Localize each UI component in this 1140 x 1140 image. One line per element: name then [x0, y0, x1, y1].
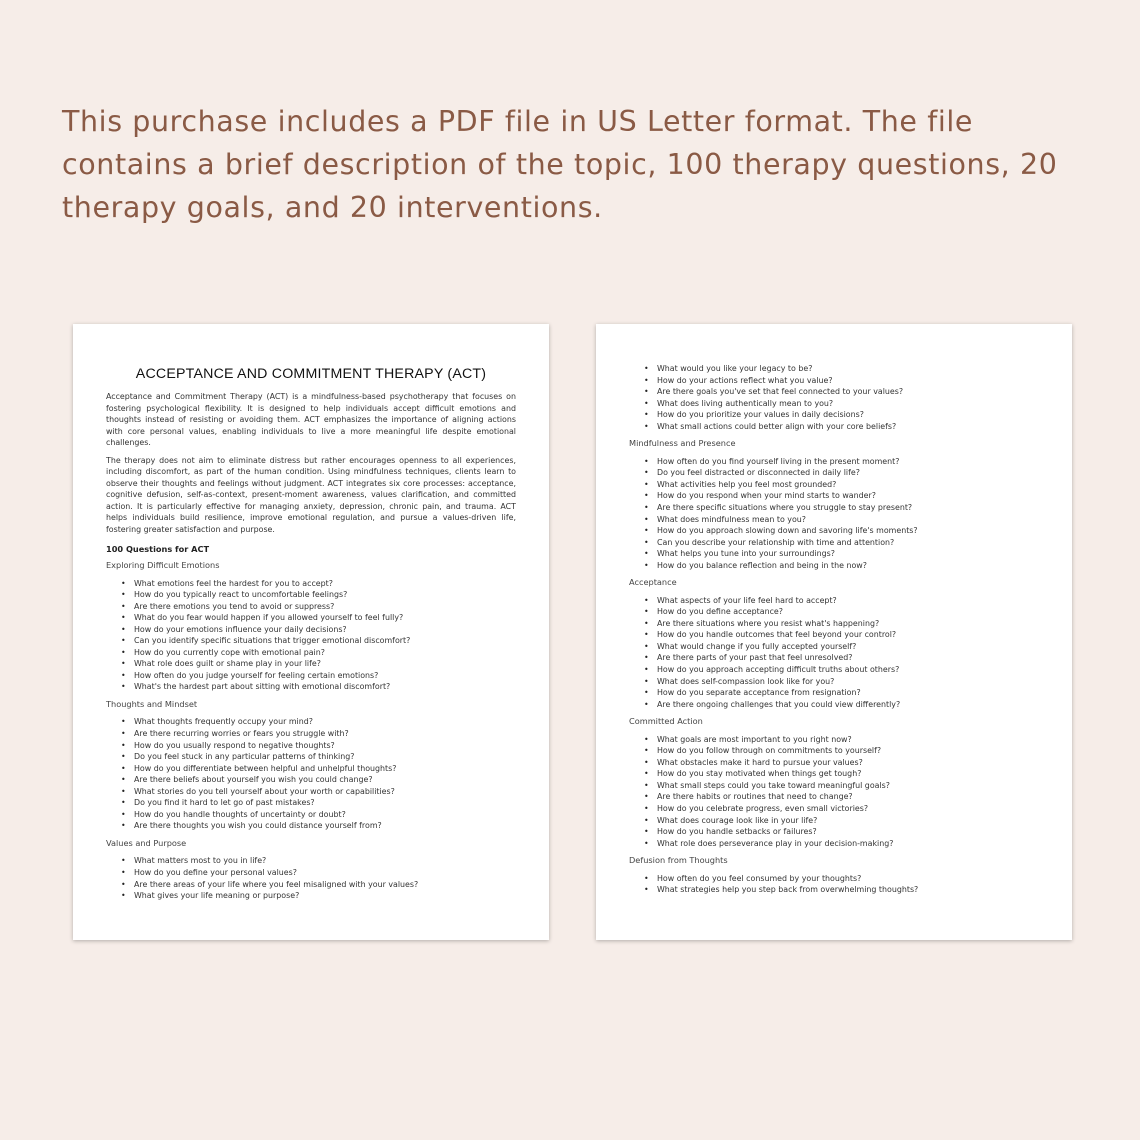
question-item: • What matters most to you in life? — [134, 855, 516, 867]
question-list-continued — [629, 363, 1039, 432]
question-item: • How do you follow through on commitments to yourself? — [657, 745, 1039, 757]
question-item: • What small actions could better align with your core beliefs? — [657, 421, 1039, 433]
question-item: • What thoughts frequently occupy your mind? — [134, 716, 516, 728]
question-item: • How often do you feel consumed by your thoughts? — [657, 873, 1039, 885]
question-list — [629, 595, 1039, 710]
question-item: • How do you balance reflection and being in the now? — [657, 560, 1039, 572]
question-list — [106, 855, 516, 901]
question-item: • Are there areas of your life where you feel misaligned with your values? — [134, 879, 516, 891]
question-item: • What obstacles make it hard to pursue your values? — [657, 757, 1039, 769]
question-item: • How do you define your personal values? — [134, 867, 516, 879]
question-item: • Are there goals you've set that feel connected to your values? — [657, 386, 1039, 398]
question-item: • What does self-compassion look like for you? — [657, 676, 1039, 688]
question-item: • Are there situations where you resist what's happening? — [657, 618, 1039, 630]
question-item: • Can you identify specific situations that trigger emotional discomfort? — [134, 635, 516, 647]
question-item: • What would you like your legacy to be? — [657, 363, 1039, 375]
question-item: • Do you feel stuck in any particular patterns of thinking? — [134, 751, 516, 763]
question-item: • How often do you judge yourself for feeling certain emotions? — [134, 670, 516, 682]
question-item: • How do you handle thoughts of uncertainty or doubt? — [134, 809, 516, 821]
question-item: • What does courage look like in your life? — [657, 815, 1039, 827]
pdf-page-2 — [596, 324, 1072, 940]
question-item: • What aspects of your life feel hard to accept? — [657, 595, 1039, 607]
question-item: • How do your emotions influence your daily decisions? — [134, 624, 516, 636]
question-item: • Can you describe your relationship with time and attention? — [657, 537, 1039, 549]
question-item: • What role does perseverance play in your decision-making? — [657, 838, 1039, 850]
question-item: • Are there parts of your past that feel unresolved? — [657, 652, 1039, 664]
question-item: • What helps you tune into your surroundings? — [657, 548, 1039, 560]
question-item: • What does living authentically mean to you? — [657, 398, 1039, 410]
question-item: • How do you usually respond to negative thoughts? — [134, 740, 516, 752]
section-title: Acceptance — [629, 577, 677, 588]
question-list — [629, 734, 1039, 849]
question-item: • How do you approach slowing down and savoring life's moments? — [657, 525, 1039, 537]
section-title: Thoughts and Mindset — [106, 698, 198, 709]
question-item: • How do you currently cope with emotional pain? — [134, 647, 516, 659]
intro-paragraph: Acceptance and Commitment Therapy (ACT) is a mindfulness-based psychotherapy that focuses on fostering psychological flexibility. It is designed to help individuals accept difficult emotions and thoughts instead of resisting or avoiding them. ACT emphasizes the importance of aligning actions with core personal values, enabling individuals to live a more meaningful life despite emotional challenges. — [106, 392, 516, 447]
questions-heading: 100 Questions for ACT — [106, 544, 210, 554]
question-list — [106, 716, 516, 831]
headline: This purchase includes a PDF file in US Letter format. The file contains a brief description of the topic, 100 therapy questions, 20 therapy goals, and 20 interventions. — [62, 105, 1058, 224]
question-item: • What goals are most important to you right now? — [657, 734, 1039, 746]
question-item: • How do you typically react to uncomfortable feelings? — [134, 589, 516, 601]
question-item: • What small steps could you take toward meaningful goals? — [657, 780, 1039, 792]
section-title: Values and Purpose — [106, 837, 187, 848]
question-item: • What emotions feel the hardest for you to accept? — [134, 578, 516, 590]
question-item: • How do you stay motivated when things get tough? — [657, 768, 1039, 780]
question-item: • How do you prioritize your values in daily decisions? — [657, 409, 1039, 421]
question-item: • What stories do you tell yourself about your worth or capabilities? — [134, 786, 516, 798]
question-item: • How do you approach accepting difficult truths about others? — [657, 664, 1039, 676]
question-item: • Are there ongoing challenges that you could view differently? — [657, 699, 1039, 711]
section-title: Defusion from Thoughts — [629, 855, 728, 866]
question-item: • How often do you find yourself living in the present moment? — [657, 456, 1039, 468]
question-item: • What's the hardest part about sitting with emotional discomfort? — [134, 681, 516, 693]
question-item: • How do you handle outcomes that feel beyond your control? — [657, 629, 1039, 641]
question-item: • Are there beliefs about yourself you wish you could change? — [134, 774, 516, 786]
section-title: Committed Action — [629, 716, 703, 727]
question-item: • What strategies help you step back from overwhelming thoughts? — [657, 884, 1039, 896]
question-list — [629, 873, 1039, 896]
question-item: • How do you respond when your mind starts to wander? — [657, 490, 1039, 502]
pdf-page-1 — [73, 324, 549, 940]
question-item: • What role does guilt or shame play in your life? — [134, 658, 516, 670]
question-item: • How do you celebrate progress, even small victories? — [657, 803, 1039, 815]
intro-paragraph: The therapy does not aim to eliminate distress but rather encourages openness to all experiences, including discomfort, as part of the human condition. Using mindfulness techniques, clients learn to observe their thoughts and feelings without judgment. ACT integrates six core processes: acceptance, cognitive defusion, self-as-context, present-moment awareness, values clarification, and committed action. It is particularly effective for managing anxiety, depression, chronic pain, and trauma. ACT helps individuals build resilience, improve emotional regulation, and pursue a values-driven life, fostering greater satisfaction and purpose. — [106, 455, 516, 534]
section-title: Exploring Difficult Emotions — [106, 560, 220, 570]
question-item: • How do your actions reflect what you value? — [657, 375, 1039, 387]
document-title: ACCEPTANCE AND COMMITMENT THERAPY (ACT) — [135, 366, 487, 382]
question-item: • What activities help you feel most grounded? — [657, 479, 1039, 491]
section-title: Mindfulness and Presence — [629, 438, 736, 449]
question-item: • How do you differentiate between helpful and unhelpful thoughts? — [134, 763, 516, 775]
question-item: • Do you feel distracted or disconnected in daily life? — [657, 467, 1039, 479]
question-list — [629, 456, 1039, 571]
question-item: • Are there habits or routines that need to change? — [657, 791, 1039, 803]
question-item: • Are there emotions you tend to avoid or suppress? — [134, 601, 516, 613]
question-item: • Are there recurring worries or fears you struggle with? — [134, 728, 516, 740]
question-item: • How do you define acceptance? — [657, 606, 1039, 618]
question-item: • What gives your life meaning or purpose? — [134, 890, 516, 902]
question-item: • What do you fear would happen if you allowed yourself to feel fully? — [134, 612, 516, 624]
question-item: • What does mindfulness mean to you? — [657, 514, 1039, 526]
question-item: • Do you find it hard to let go of past mistakes? — [134, 797, 516, 809]
question-item: • Are there specific situations where you struggle to stay present? — [657, 502, 1039, 514]
question-list — [106, 578, 516, 693]
question-item: • What would change if you fully accepted yourself? — [657, 641, 1039, 653]
question-item: • How do you handle setbacks or failures? — [657, 826, 1039, 838]
question-item: • Are there thoughts you wish you could distance yourself from? — [134, 820, 516, 832]
question-item: • How do you separate acceptance from resignation? — [657, 687, 1039, 699]
